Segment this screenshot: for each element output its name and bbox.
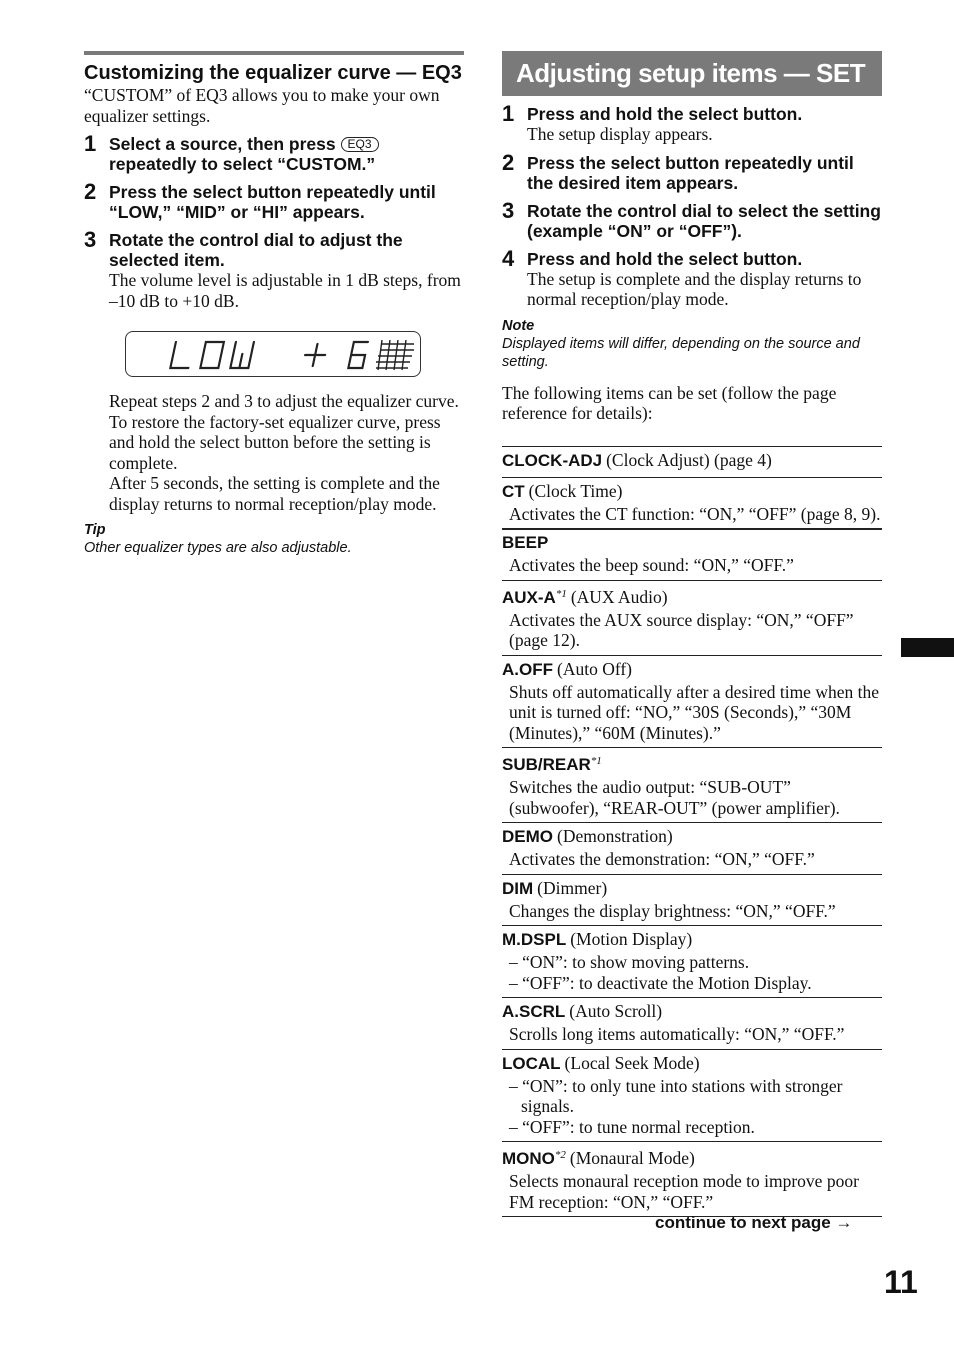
tip-label: Tip <box>84 522 106 538</box>
item-paren: (Clock Time) <box>528 480 623 501</box>
step-title: Rotate the control dial to select the setting (example “ON” or “OFF”). <box>527 200 881 241</box>
eq-bars-icon <box>376 340 414 370</box>
item-paren: (Local Seek Mode) <box>564 1052 700 1073</box>
item-body: Activates the beep sound: “ON,” “OFF.” <box>509 555 794 575</box>
step-title-part-a: Select a source, then press <box>109 134 336 154</box>
after-paragraph: To restore the factory-set equalizer curve, press and hold the select button before the setting is complete. <box>109 411 441 473</box>
right-column <box>502 51 882 1217</box>
set-step-1 <box>502 101 882 145</box>
eq3-after-text <box>84 391 464 514</box>
item-option-continued: signals. <box>521 1096 574 1116</box>
set-step-3 <box>502 197 882 241</box>
eq3-key-icon: EQ3 <box>341 137 379 152</box>
setup-item-beep <box>502 530 882 581</box>
setup-item-ct <box>502 478 882 531</box>
item-paren: (Dimmer) <box>537 877 608 898</box>
step-number: 2 <box>84 179 97 204</box>
item-name: DEMO <box>502 827 553 846</box>
item-name: A.OFF <box>502 659 553 679</box>
lcd-segment-graphic <box>126 332 420 376</box>
after-paragraph: After 5 seconds, the setting is complete and the display returns to normal reception/play mode. <box>109 473 440 514</box>
step-number: 4 <box>502 245 515 271</box>
step-number: 2 <box>502 149 515 175</box>
item-paren: (Monaural Mode) <box>569 1148 695 1168</box>
setup-item-local <box>502 1050 882 1143</box>
setup-item-demo <box>502 823 882 875</box>
eq3-step-2 <box>84 179 464 222</box>
item-footnote-mark: *1 <box>590 755 602 767</box>
item-name: CLOCK-ADJ <box>502 450 603 470</box>
item-footnote-mark: *2 <box>554 1149 566 1161</box>
note-text: Displayed items will differ, depending on the source and setting. <box>502 335 860 370</box>
setup-item-dim <box>502 875 882 927</box>
setup-item-sub-rear <box>502 748 882 823</box>
left-column <box>84 51 464 557</box>
step-title-part-b: repeatedly to select “CUSTOM.” <box>109 154 376 174</box>
following-intro: The following items can be set (follow the page reference for details): <box>502 382 837 423</box>
item-name: MONO <box>502 1149 555 1168</box>
section-rule <box>84 51 464 55</box>
step-description: The volume level is adjustable in 1 dB steps, from –10 dB to +10 dB. <box>109 270 461 311</box>
step-title: Rotate the control dial to adjust the selected item. <box>109 230 403 270</box>
step-title: Press and hold the select button. <box>527 104 803 124</box>
item-paren: (Demonstration) <box>557 826 673 846</box>
page-number: 11 <box>884 1264 918 1300</box>
item-body: Selects monaural reception mode to improve poor FM reception: “ON,” “OFF.” <box>509 1171 859 1212</box>
step-title: Press and hold the select button. <box>527 248 803 269</box>
step-description: The setup display appears. <box>527 124 713 144</box>
eq3-intro: “CUSTOM” of EQ3 allows you to make your own equalizer settings. <box>84 85 440 126</box>
item-body: Activates the demonstration: “ON,” “OFF.” <box>509 849 815 869</box>
set-step-4 <box>502 245 882 310</box>
step-number: 1 <box>502 101 515 126</box>
item-body: Shuts off automatically after a desired time when the unit is turned off: “NO,” “30S (Seconds),” “30M (Minutes),” “60M (Minutes).” <box>509 681 879 743</box>
item-name: BEEP <box>502 533 549 552</box>
note-label: Note <box>502 317 535 334</box>
item-option: – “ON”: to show moving patterns. <box>509 952 750 972</box>
item-paren: (Auto Scroll) <box>569 1001 663 1021</box>
item-option: – “ON”: to only tune into stations with stronger <box>509 1075 843 1096</box>
item-body: Changes the display brightness: “ON,” “OFF.” <box>509 900 836 921</box>
set-step-2 <box>502 149 882 193</box>
item-name: LOCAL <box>502 1053 561 1073</box>
item-paren: (Motion Display) <box>570 929 693 949</box>
item-name: A.SCRL <box>502 1002 566 1021</box>
item-body: Switches the audio output: “SUB-OUT” (subwoofer), “REAR-OUT” (power amplifier). <box>509 777 840 818</box>
section-edge-tab <box>901 638 954 657</box>
eq3-step-1 <box>84 131 464 174</box>
item-body: Activates the AUX source display: “ON,” “OFF” (page 12). <box>509 609 854 650</box>
item-name: SUB/REAR <box>502 755 591 774</box>
eq3-heading: Customizing the equalizer curve — EQ3 <box>84 62 462 84</box>
item-body: Activates the CT function: “ON,” “OFF” (page 8, 9). <box>509 503 881 524</box>
after-paragraph: Repeat steps 2 and 3 to adjust the equalizer curve. <box>109 391 459 411</box>
step-description: The setup is complete and the display returns to normal reception/play mode. <box>527 268 862 309</box>
item-option: – “OFF”: to tune normal reception. <box>509 1116 755 1137</box>
setup-item-m-dspl <box>502 926 882 998</box>
set-heading-banner: Adjusting setup items — SET <box>502 51 882 96</box>
tip-text: Other equalizer types are also adjustable. <box>84 540 352 556</box>
step-title: Press the select button repeatedly until “LOW,” “MID” or “HI” appears. <box>109 182 436 222</box>
item-name: AUX-A <box>502 587 556 607</box>
setup-item-a-off <box>502 656 882 749</box>
item-name: CT <box>502 481 525 501</box>
item-name: DIM <box>502 878 534 898</box>
setup-item-mono <box>502 1142 882 1217</box>
item-option: – “OFF”: to deactivate the Motion Display. <box>509 972 812 993</box>
step-number: 3 <box>84 227 97 252</box>
item-paren: (Clock Adjust) (page 4) <box>606 449 772 470</box>
eq3-step-3 <box>84 227 464 311</box>
setup-item-aux-a <box>502 581 882 656</box>
setup-items-table <box>502 446 882 1218</box>
setup-item-clock-adjust <box>502 447 882 478</box>
lcd-display-illustration <box>125 331 421 377</box>
continue-next-page: continue to next page → <box>655 1213 853 1232</box>
item-name: M.DSPL <box>502 930 567 949</box>
step-number: 3 <box>502 197 515 223</box>
step-title <box>109 134 464 174</box>
item-footnote-mark: *1 <box>555 587 567 600</box>
item-paren: (Auto Off) <box>557 658 633 679</box>
item-paren: (AUX Audio) <box>570 586 668 607</box>
step-number: 1 <box>84 131 97 156</box>
item-body: Scrolls long items automatically: “ON,” “OFF.” <box>509 1024 845 1044</box>
setup-item-a-scrl <box>502 998 882 1050</box>
step-title: Press the select button repeatedly until the desired item appears. <box>527 152 854 193</box>
